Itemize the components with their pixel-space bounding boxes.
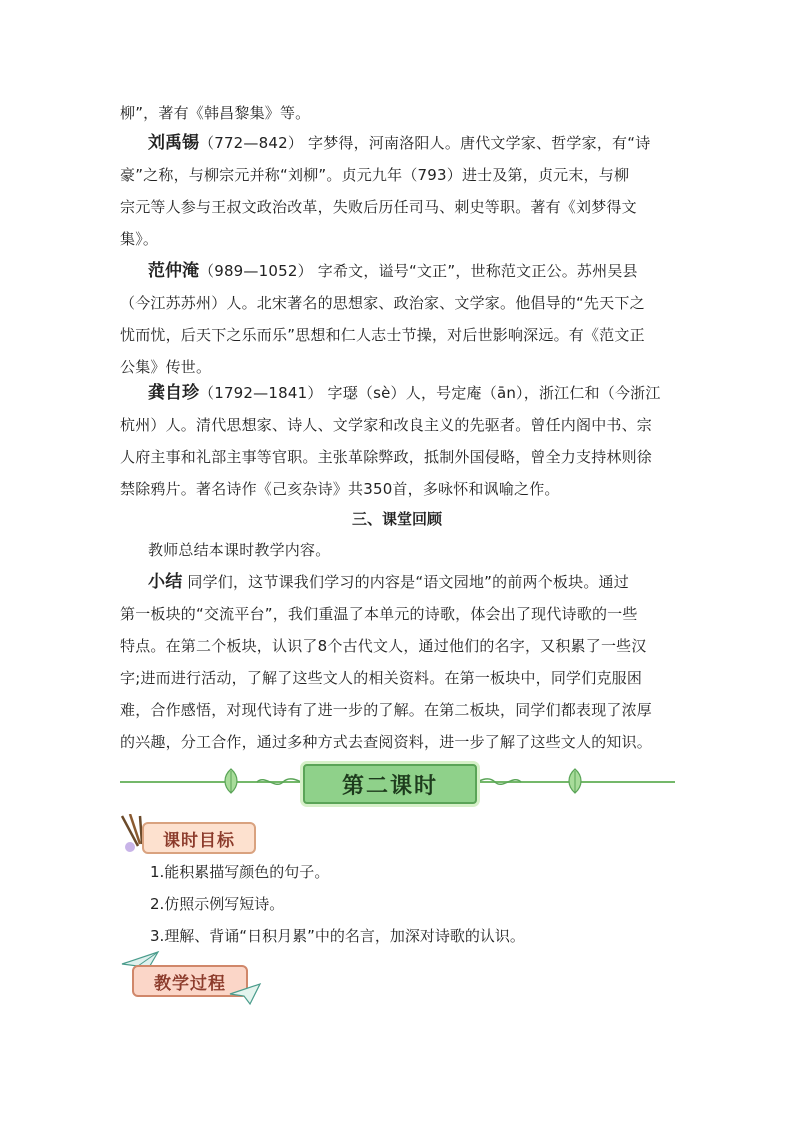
- name-liu: 刘禹锡: [148, 133, 199, 153]
- goals-badge: 课时目标: [142, 822, 256, 854]
- section-heading: 三、课堂回顾: [351, 510, 442, 528]
- leaf-icon: [222, 768, 240, 794]
- text-line: 第一板块的“交流平台”，我们重温了本单元的诗歌，体会出了现代诗歌的一些: [120, 605, 638, 623]
- lesson-banner: 第二课时: [303, 764, 477, 804]
- goal-item: 1.能积累描写颜色的句子。: [150, 863, 330, 881]
- text-line: 禁除鸦片。著名诗作《己亥杂诗》共350首，多咏怀和讽喻之作。: [120, 480, 560, 498]
- swirl-ornament-right: [475, 772, 523, 792]
- text-line: 宗元等人参与王叔文政治改革，失败后历任司马、刺史等职。著有《刘梦得文: [120, 198, 637, 216]
- bio-text: （1792—1841） 字璱（sè）人，号定庵（ān），浙江仁和（今浙江: [199, 384, 661, 402]
- text-line: 字;进而进行活动，了解了这些文人的相关资料。在第一板块中，同学们克服困: [120, 669, 643, 687]
- leaf-icon: [566, 768, 584, 794]
- xiaojie-line: [148, 572, 676, 592]
- text-line: 豪”之称，与柳宗元并称“刘柳”。贞元九年（793）进士及第，贞元末，与柳: [120, 166, 630, 184]
- text-line: 特点。在第二个板块，认识了8个古代文人，通过他们的名字，又积累了一些汉: [120, 637, 647, 655]
- name-gong: 龚自珍: [148, 383, 199, 403]
- swirl-ornament-left: [255, 772, 303, 792]
- process-badge: 教学过程: [132, 965, 248, 997]
- text-line: 人府主事和礼部主事等官职。主张革除弊政，抵制外国侵略，曾全力支持林则徐: [120, 448, 653, 466]
- bio-text: （772—842） 字梦得，河南洛阳人。唐代文学家、哲学家，有“诗: [199, 134, 651, 152]
- text-line: 的兴趣，分工合作，通过多种方式去查阅资料，进一步了解了这些文人的知识。: [120, 733, 653, 751]
- name-fan: 范仲淹: [148, 261, 199, 281]
- goal-item: 3.理解、背诵“日积月累”中的名言，加深对诗歌的认识。: [150, 927, 525, 945]
- bio-liu: [148, 133, 676, 153]
- paper-plane-icon: [228, 982, 262, 1006]
- text-line: 难，合作感悟，对现代诗有了进一步的了解。在第二板块，同学们都表现了浓厚: [120, 701, 653, 719]
- text-line: 忧而忧，后天下之乐而乐”思想和仁人志士节操，对后世影响深远。有《范文正: [120, 326, 645, 344]
- bio-text: （989—1052） 字希文，谥号“文正”，世称范文正公。苏州吴县: [199, 262, 638, 280]
- xiaojie-label: 小结: [148, 572, 183, 592]
- summary-line: 教师总结本课时教学内容。: [148, 541, 331, 559]
- text-line: 公集》传世。: [120, 358, 212, 376]
- text-line: 集》。: [120, 230, 159, 248]
- goal-item: 2.仿照示例写短诗。: [150, 895, 285, 913]
- text-line: 柳”，著有《韩昌黎集》等。: [120, 104, 311, 122]
- text-line: （今江苏苏州）人。北宋著名的思想家、政治家、文学家。他倡导的“先天下之: [120, 294, 645, 312]
- bio-gong: [148, 383, 676, 403]
- bio-fan: [148, 261, 676, 281]
- xiaojie-text: 同学们，这节课我们学习的内容是“语文园地”的前两个板块。通过: [182, 573, 629, 591]
- text-line: 杭州）人。清代思想家、诗人、文学家和改良主义的先驱者。曾任内阁中书、宗: [120, 416, 653, 434]
